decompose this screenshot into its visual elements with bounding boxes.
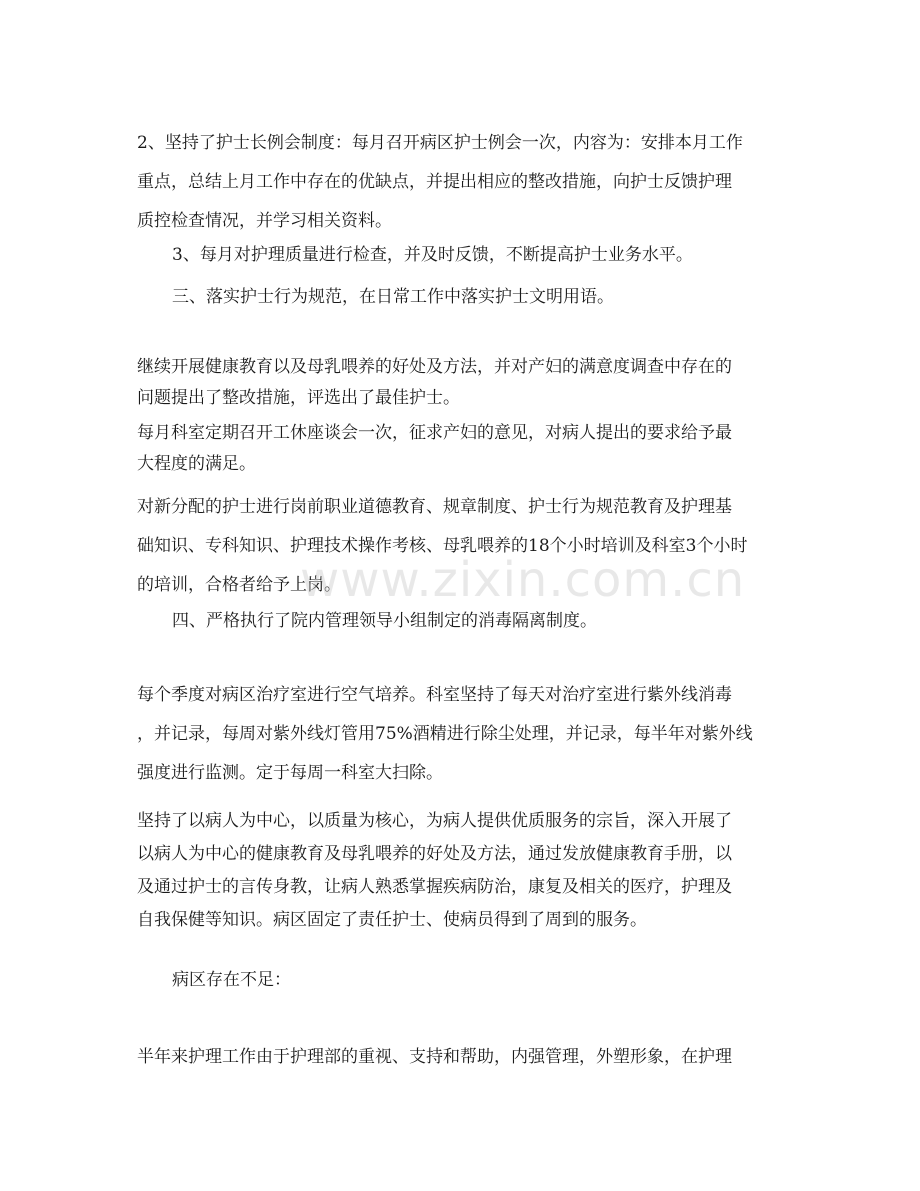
text-line: 三、落实护士行为规范，在日常工作中落实护士文明用语。 (172, 287, 614, 307)
paragraph-health-education (137, 352, 787, 414)
paragraph-patient-meeting (137, 418, 787, 480)
text-line: 自我保健等知识。病区固定了责任护士、使病员得到了周到的服务。 (137, 910, 647, 930)
text-line: 病区存在不足： (172, 970, 291, 990)
paragraph-nurse-meeting (137, 124, 787, 241)
text-line: 大程度的满足。 (137, 454, 256, 474)
text-line: 以病人为中心的健康教育及母乳喂养的好处及方法，通过发放健康教育手册，以 (137, 844, 732, 864)
text-line: ，并记录，每周对紫外线灯管用75%酒精进行除尘处理，并记录，每半年对紫外线 (137, 724, 753, 744)
text-line: 的培训，合格者给予上岗。 (137, 575, 341, 595)
paragraph-half-year-summary (137, 1043, 787, 1071)
paragraph-shortcomings-heading (172, 966, 822, 994)
paragraph-section-four (172, 607, 822, 635)
text-line: 强度进行监测。定于每周一科室大扫除。 (137, 763, 443, 783)
text-line: 半年来护理工作由于护理部的重视、支持和帮助，内强管理，外塑形象，在护理 (137, 1047, 732, 1067)
paragraph-patient-centered (137, 805, 787, 937)
watermark-text: www.zixin.com.cn (300, 552, 746, 608)
text-line: 质控检查情况，并学习相关资料。 (137, 211, 392, 231)
text-line: 四、严格执行了院内管理领导小组制定的消毒隔离制度。 (172, 611, 597, 631)
text-line: 每月科室定期召开工休座谈会一次，征求产妇的意见，对病人提出的要求给予最 (137, 423, 732, 443)
text-line: 对新分配的护士进行岗前职业道德教育、规章制度、护士行为规范教育及护理基 (137, 497, 732, 517)
text-line: 每个季度对病区治疗室进行空气培养。科室坚持了每天对治疗室进行紫外线消毒 (137, 685, 732, 705)
paragraph-new-nurse-training (137, 488, 787, 605)
text-line: 坚持了以病人为中心，以质量为核心，为病人提供优质服务的宗旨，深入开展了 (137, 811, 732, 831)
text-line: 重点，总结上月工作中存在的优缺点，并提出相应的整改措施，向护士反馈护理 (137, 172, 732, 192)
text-line: 2、坚持了护士长例会制度：每月召开病区护士例会一次，内容为：安排本月工作 (137, 133, 743, 153)
paragraph-quality-check (172, 241, 822, 269)
text-line: 及通过护士的言传身教，让病人熟悉掌握疾病防治，康复及相关的医疗，护理及 (137, 877, 732, 897)
paragraph-disinfection (137, 676, 787, 793)
paragraph-section-three (172, 283, 822, 311)
text-line: 3、每月对护理质量进行检查，并及时反馈，不断提高护士业务水平。 (172, 245, 693, 265)
text-line: 继续开展健康教育以及母乳喂养的好处及方法，并对产妇的满意度调查中存在的 (137, 357, 732, 377)
text-line: 问题提出了整改措施，评选出了最佳护士。 (137, 388, 460, 408)
text-line: 础知识、专科知识、护理技术操作考核、母乳喂养的18个小时培训及科室3个小时 (137, 536, 748, 556)
